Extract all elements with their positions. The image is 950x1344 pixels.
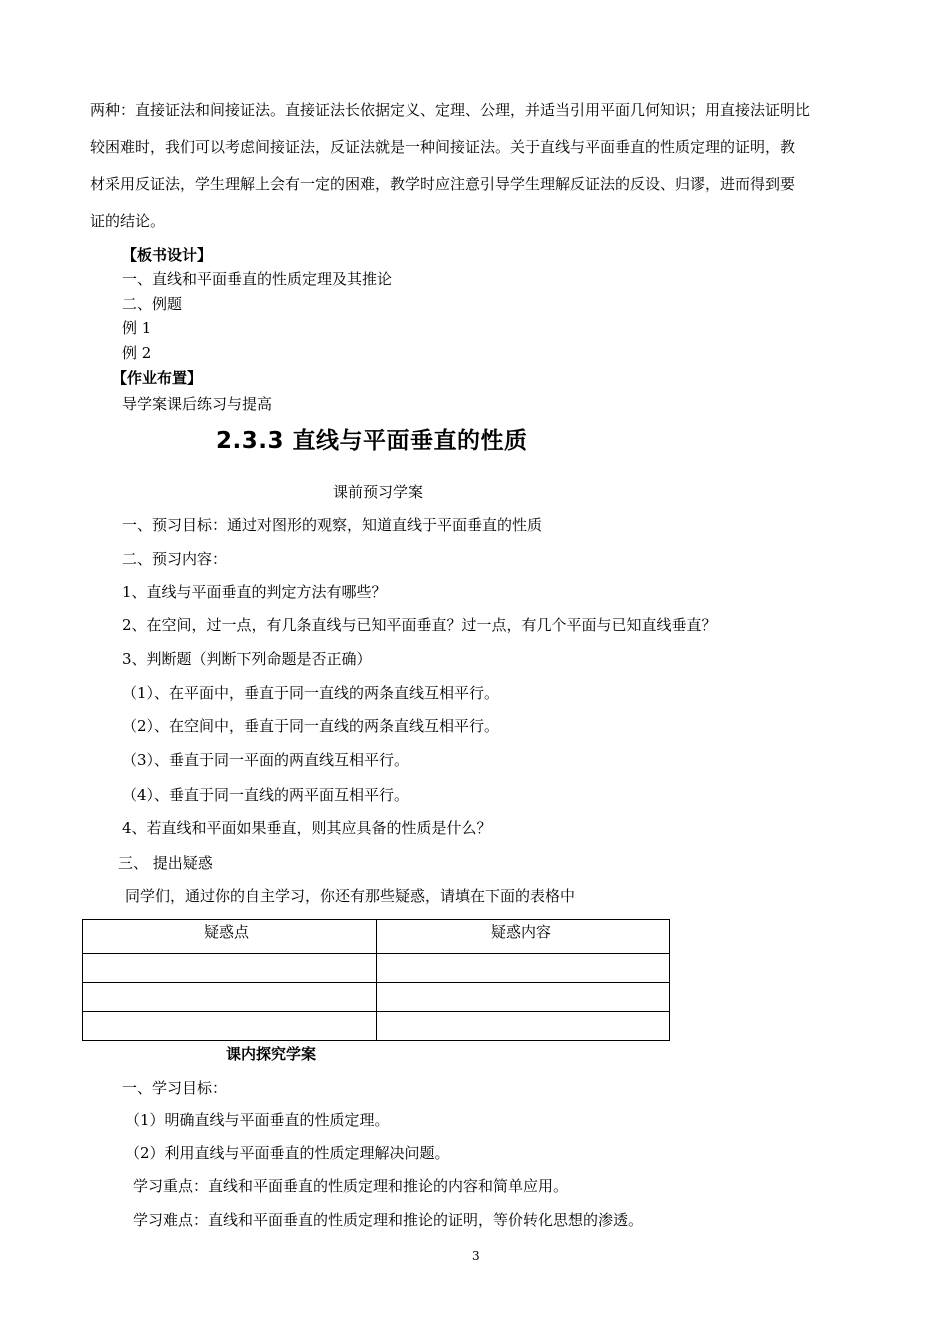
judge-item-3: （3）、垂直于同一平面的两直线互相平行。 xyxy=(122,751,410,769)
table-row-divider xyxy=(83,953,669,954)
preview-goal: 一、预习目标：通过对图形的观察，知道直线于平面垂直的性质 xyxy=(122,516,543,534)
board-item-1: 一、直线和平面垂直的性质定理及其推论 xyxy=(122,270,393,288)
judge-item-1: （1）、在平面中，垂直于同一直线的两条直线互相平行。 xyxy=(122,684,500,702)
board-item-2: 二、例题 xyxy=(122,295,183,313)
judge-item-2: （2）、在空间中，垂直于同一直线的两条直线互相平行。 xyxy=(122,717,500,735)
table-column-divider xyxy=(376,920,377,1040)
preview-question-2: 2、在空间，过一点，有几条直线与已知平面垂直？过一点，有几个平面与已知直线垂直？ xyxy=(122,616,717,634)
section-title: 2.3.3 直线与平面垂直的性质 xyxy=(216,428,528,454)
preview-question-3: 3、判断题（判断下列命题是否正确） xyxy=(122,650,372,668)
preview-question-1: 1、直线与平面垂直的判定方法有哪些？ xyxy=(122,583,387,601)
preview-question-4: 4、若直线和平面如果垂直，则其应具备的性质是什么？ xyxy=(122,819,492,837)
preview-subtitle: 课前预习学案 xyxy=(333,483,424,501)
doubts-text: 同学们，通过你的自主学习，你还有那些疑惑，请填在下面的表格中 xyxy=(125,887,576,905)
preview-content-heading: 二、预习内容： xyxy=(122,550,228,568)
intro-line-3: 材采用反证法，学生理解上会有一定的困难，教学时应注意引导学生理解反证法的反设、归谬，进而得到要 xyxy=(90,175,796,193)
intro-line-4: 证的结论。 xyxy=(90,212,166,230)
homework-text: 导学案课后练习与提高 xyxy=(122,395,273,413)
inclass-key-point: 学习重点：直线和平面垂直的性质定理和推论的内容和简单应用。 xyxy=(133,1177,569,1195)
intro-line-1: 两种：直接证法和间接证法。直接证法长依据定义、定理、公理，并适当引用平面几何知识；用直接法证明比 xyxy=(90,101,811,119)
board-example-2: 例 2 xyxy=(122,344,152,362)
inclass-difficulty: 学习难点：直线和平面垂直的性质定理和推论的证明，等价转化思想的渗透。 xyxy=(133,1211,644,1229)
board-example-1: 例 1 xyxy=(122,319,152,337)
inclass-goal-2: （2）利用直线与平面垂直的性质定理解决问题。 xyxy=(125,1144,450,1162)
page-number: 3 xyxy=(472,1249,480,1263)
table-row-divider xyxy=(83,982,669,983)
homework-heading: 【作业布置】 xyxy=(112,369,203,387)
board-heading: 【板书设计】 xyxy=(122,246,213,264)
table-row-divider xyxy=(83,1011,669,1012)
table-header-doubt-content: 疑惑内容 xyxy=(491,923,552,941)
doubt-table xyxy=(82,919,670,1041)
judge-item-4: （4）、垂直于同一直线的两平面互相平行。 xyxy=(122,786,410,804)
intro-line-2: 较困难时，我们可以考虑间接证法，反证法就是一种间接证法。关于直线与平面垂直的性质定理的证明，教 xyxy=(90,138,796,156)
doubts-heading: 三、 提出疑惑 xyxy=(118,854,213,872)
inclass-goal-heading: 一、学习目标： xyxy=(122,1079,228,1097)
inclass-subtitle: 课内探究学案 xyxy=(226,1045,317,1063)
inclass-goal-1: （1）明确直线与平面垂直的性质定理。 xyxy=(125,1111,390,1129)
table-header-doubt-point: 疑惑点 xyxy=(204,923,250,941)
